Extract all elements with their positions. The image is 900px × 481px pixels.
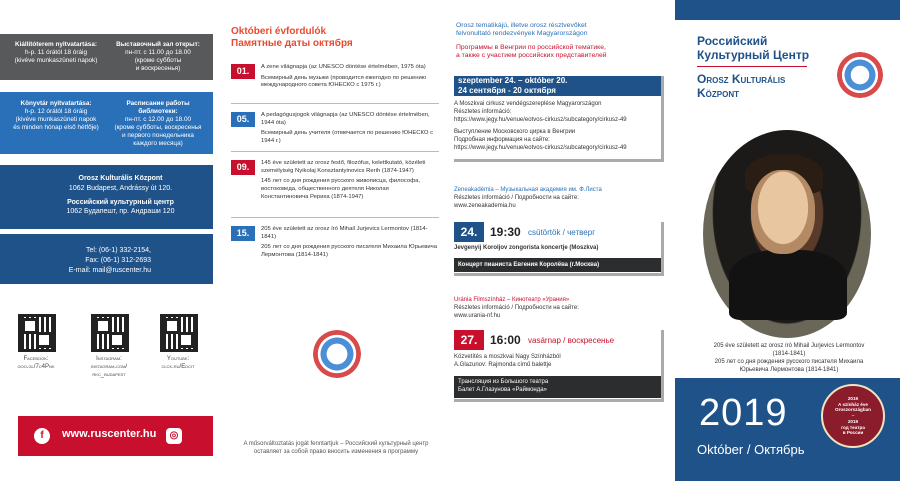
contact-tel: Tel: (06-1) 332-2154,: [86, 247, 151, 254]
title-line: Российский: [697, 34, 768, 48]
exhibit-hours-box: [0, 34, 213, 80]
note-line: A műsorváltoztatás jogát fenntartjuk – Российский культурный центр: [243, 441, 429, 447]
event-line: Részletes információ:: [454, 109, 512, 116]
event-time: 19:30: [490, 225, 521, 239]
anniversary-text-hu: A zene világnapja (az UNESCO döntése értelmében, 1975 óta): [261, 64, 426, 70]
circus-details: [454, 100, 666, 153]
library-hours-hu-line: (kivéve munkaszüneti napok: [15, 116, 97, 123]
youtube-qr-caption: [142, 356, 214, 372]
anniversary-item: [231, 64, 439, 104]
venue-url[interactable]: www.urania-nf.hu: [454, 313, 501, 320]
anniversary-text-ru: 145 лет со дня рождения русского живописца, философа, востоковеда, общественного деятеля Николая Константиновича Рериха (1874-1947): [261, 178, 420, 200]
address-hu-name: Orosz Kulturális Központ: [78, 175, 163, 182]
event-weekday: vasárnap / воскресенье: [528, 336, 615, 345]
instagram-icon[interactable]: ◎: [166, 428, 182, 444]
badge-line: –: [851, 413, 855, 419]
address-box: [0, 165, 213, 229]
anniversary-item: [231, 226, 439, 266]
qr-link[interactable]: clck.ru/Edcit: [161, 363, 195, 370]
center-name-ru: [697, 34, 809, 63]
divider: [231, 217, 439, 218]
heading-line: Orosz tematikájú, illetve orosz résztvevőket: [456, 22, 587, 29]
center-name-hu: [697, 72, 785, 101]
qr-link[interactable]: instagram.com/: [90, 363, 128, 370]
facebook-qr-caption: [0, 356, 72, 372]
divider: [231, 151, 439, 152]
anniversary-text-ru: Всемирный день учителя (отмечается по решению ЮНЕСКО с 1944 г.): [261, 130, 434, 145]
portrait-face: [751, 170, 815, 254]
anniversary-text-hu: 145 éve született az orosz festő, filozófus, kelettkutató, közéleti személyiség Nyikolaj Konsztantyinovics Rerih (1874-1947): [261, 160, 426, 174]
zeneakademia-info: [454, 186, 666, 210]
library-hours-ru-line: и первого понедельника: [122, 132, 194, 139]
program-change-note: [231, 440, 441, 456]
theatre-year-badge: [821, 384, 885, 448]
cover-top-band: [675, 0, 900, 20]
event-day: 24.: [454, 222, 484, 242]
venue-url[interactable]: www.zeneakademia.hu: [454, 203, 516, 210]
urania-ru-bar: [454, 376, 661, 398]
badge-line: год театра: [841, 424, 865, 430]
event-day: 27.: [454, 330, 484, 350]
caption-line: (1814-1841): [772, 351, 806, 358]
portrait-coat: [729, 250, 847, 320]
heading-line: Программы в Венгрии по российской тематике,: [456, 44, 606, 51]
caption-line: 205 éve született az orosz író Mihail Jurjevics Lermontov: [713, 343, 865, 349]
info-panel: [0, 0, 225, 481]
event-line: A.Glazunov: Rajmonda című balettje: [454, 362, 552, 369]
badge-line: в России: [842, 430, 864, 436]
library-hours-hu-title: Könyvtár nyitvatartása:: [20, 100, 92, 107]
instagram-qr-code[interactable]: [91, 314, 129, 352]
website-bar[interactable]: [18, 416, 213, 456]
library-hours-hu: [4, 100, 108, 132]
anniversary-text-ru: 205 лет со дня рождения русского писателя Михаила Юрьевича Лермонтова (1814-1841): [261, 244, 437, 259]
qr-label: Facebook:: [23, 356, 49, 362]
exhibit-hours-ru-line: и воскресенья): [135, 65, 181, 72]
instagram-qr-caption: [73, 356, 145, 379]
anniversary-item: [231, 160, 439, 218]
anniversaries-panel: [225, 0, 450, 481]
caption-line: 205 лет со дня рождения русского писателя Михаила: [714, 359, 864, 366]
website-url[interactable]: www.ruscenter.hu: [62, 428, 157, 440]
badge-line: 2019: [847, 418, 859, 424]
anniversary-text-hu: 205 éve született az orosz író Mihail Jurjevics Lermontov (1814-1841): [261, 226, 428, 240]
circus-date-hu: szeptember 24. – október 20.: [458, 76, 568, 85]
library-hours-box: [0, 92, 213, 154]
events-heading-hu: [456, 22, 670, 38]
caption-line: Юрьевича Лермонтова (1814-1841): [739, 367, 839, 374]
event-time: 16:00: [490, 333, 521, 347]
library-hours-hu-line: h-p. 12 órától 18 óráig: [24, 108, 88, 115]
exhibit-hours-ru-title: Выставочный зал открыт:: [116, 41, 200, 48]
anniversary-text-ru: Всемирный день музыки (проводится ежегодно по решению международного совета ЮНЕСКО с 1975 г.): [261, 74, 427, 89]
circus-date-ru: 24 сентября - 20 октября: [458, 86, 556, 95]
youtube-qr-code[interactable]: [160, 314, 198, 352]
divider: [231, 103, 439, 104]
cover-year: 2019: [699, 392, 788, 434]
anniversary-date: 15.: [231, 226, 255, 241]
center-logo-icon: [837, 52, 883, 98]
library-hours-ru-line: (кроме субботы, воскресенья: [114, 124, 202, 131]
event-line: Közvetítés a moszkvai Nagy Színházból: [454, 354, 561, 360]
venue-info-label: Részletes információ / Подробности на сайте:: [454, 305, 579, 312]
center-logo-icon: [313, 330, 361, 378]
note-line: оставляет за собой право вносить изменения в программу: [253, 449, 419, 456]
exhibit-hours-hu-line: h-p. 11 órától 18 óráig: [24, 49, 88, 56]
cover-year-block: [675, 378, 900, 481]
badge-line: A színház éve: [838, 401, 868, 407]
address-hu-street: 1062 Budapest, Andrássy út 120.: [68, 184, 173, 192]
venue-info-label: Részletes információ / Подробности на сайте:: [454, 195, 579, 202]
library-hours-ru-line: каждого месяца): [133, 140, 183, 147]
circus-event-card: [454, 76, 664, 162]
contact-email[interactable]: E-mail: mail@ruscenter.hu: [68, 267, 151, 275]
event-title-ru: Концерт пианиста Евгения Королёва (г.Москва): [454, 258, 661, 272]
event-line: A Moszkvai cirkusz vendégszereplése Magyarországon: [454, 101, 602, 107]
anniversary-date: 01.: [231, 64, 255, 79]
venue-name: Uránia Filmszínház – Кинотеатр «Урания»: [454, 297, 570, 303]
anniversary-date: 09.: [231, 160, 255, 175]
cover-panel: [675, 0, 900, 481]
badge-line: 2019: [847, 396, 859, 401]
exhibit-hours-hu-title: Kiállítóterem nyitvatartása:: [14, 41, 98, 48]
events-panel: [450, 0, 675, 481]
address-ru-name: Российский культурный центр: [67, 198, 174, 206]
heading-line: felvonultató rendezvények Magyarországon: [456, 30, 588, 38]
library-hours-ru-line: пн-пт. с 12.00 до 18.00: [124, 116, 192, 123]
event-line: Трансляция из Большого театра: [458, 379, 549, 385]
zeneakademia-event-card: [454, 222, 664, 276]
library-hours-ru: [106, 100, 210, 148]
anniversary-date: 05.: [231, 112, 255, 127]
event-title-hu: Jevgenyij Koroljov zongorista koncertje (Moszkva): [454, 245, 599, 251]
anniversary-item: [231, 112, 439, 152]
exhibit-hours-ru-line: пн-пт. с 11.00 до 18.00: [125, 49, 191, 56]
facebook-icon[interactable]: f: [34, 428, 50, 444]
title-line: Orosz Kulturális: [697, 72, 786, 86]
cover-month: Október / Октябрь: [697, 442, 805, 457]
event-line: Выступление Московского цирка в Венгрии: [454, 129, 576, 136]
urania-event-card: [454, 330, 664, 402]
urania-hu-lines: [454, 353, 666, 369]
circus-dates-bar: [454, 76, 661, 96]
exhibit-hours-ru: [106, 41, 210, 73]
urania-info: [454, 296, 666, 320]
portrait-caption: [683, 342, 895, 374]
venue-name: Zeneakadémia – Музыкальная академия им. Ф.Листа: [454, 187, 602, 193]
title-divider: [697, 66, 807, 67]
qr-link[interactable]: rkc_budapest: [92, 371, 126, 378]
event-line: Балет А.Глазунова «Раймонда»: [458, 387, 547, 394]
address-ru-street: 1062 Будапешт, пр. Андраши 120: [66, 208, 175, 216]
contact-fax: Fax: (06-1) 312-2693: [85, 257, 151, 265]
qr-label: Instagram:: [96, 356, 122, 362]
heading-line: а также с участием российских представителей: [456, 52, 607, 60]
event-line: Подробная информация на сайте:: [454, 137, 550, 144]
exhibit-hours-hu-line: (kivéve munkaszüneti napok): [14, 57, 98, 64]
library-hours-ru-title: Расписание работы библиотеки:: [126, 100, 190, 115]
event-link[interactable]: https://www.jegy.hu/venue/eotvos-cirkusz/subcategory/cirkusz-49: [454, 117, 627, 124]
exhibit-hours-ru-line: (кроме субботы: [134, 57, 182, 64]
qr-link[interactable]: goo.gl/7c4Pnk: [17, 363, 55, 370]
badge-line: Oroszországban: [835, 407, 871, 413]
anniversary-text-hu: A pedagógusjogok világnapja (az UNESCO döntése értelmében, 1944 óta): [261, 112, 430, 126]
event-link[interactable]: https://www.jegy.hu/venue/eotvos-cirkusz/subcategory/cirkusz-49: [454, 145, 627, 152]
library-hours-hu-line: és minden hónap első hétfője): [13, 124, 99, 131]
event-weekday: csütörtök / четверг: [528, 228, 596, 237]
qr-label: Youtube:: [166, 356, 190, 362]
title-line: Культурный Центр: [697, 48, 810, 63]
anniversaries-title-ru: Памятные даты октября: [231, 38, 353, 49]
contact-box: [0, 234, 213, 284]
facebook-qr-code[interactable]: [18, 314, 56, 352]
exhibit-hours-hu: [4, 41, 108, 65]
anniversaries-title-hu: Októberi évfordulók: [231, 26, 327, 37]
title-line: Központ: [697, 86, 739, 101]
events-heading-ru: [456, 44, 670, 60]
